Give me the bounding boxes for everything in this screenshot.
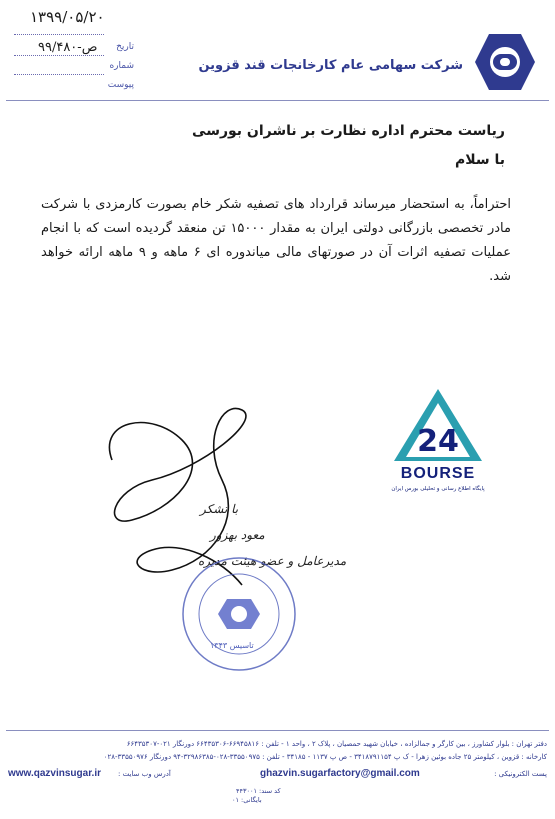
number-line xyxy=(14,55,104,56)
date-label: تاریخ xyxy=(116,42,134,52)
signer-name: معود بهزور xyxy=(210,528,265,542)
letter-number-value: ص-۹۹/۴۸۰ xyxy=(38,40,98,55)
recipient-line: ریاست محترم اداره نظارت بر ناشران بورسی xyxy=(192,123,505,139)
date-line xyxy=(14,34,104,35)
letter-body: احتراماً، به استحضار میرساند قرارداد های تصفیه شکر خام بصورت کارمزدی با شرکت مادر تخصصی بازرگانی دولتی ایران به مقدار ۱۵۰۰۰ تن منعقد گردیده است که با انجام عملیات تصفیه اثرات آن در صورتهای مالی میاندوره ای ۶ ماهه و ۹ ماهه ارائه خواهد شد. xyxy=(41,197,511,284)
number-label: شماره xyxy=(109,61,134,71)
svg-text:24: 24 xyxy=(417,424,459,459)
footer-divider xyxy=(6,730,549,731)
tehran-office-address: دفتر تهران : بلوار کشاورز ، بین کارگر و جمالزاده ، خیابان شهید حمصیان ، پلاک ۲ ، واحد ۱ - تلفن : ۶۶۹۴۵۸۱۶-۶۶۴۳۵۳۰۶ دورنگار ۰۲۱-۶۶۴۳۵۳۰۷ xyxy=(126,740,547,748)
bourse-subtitle: پایگاه اطلاع رسانی و تحلیلی بورس ایران xyxy=(391,486,485,492)
letter-meta-labels xyxy=(104,38,134,95)
greeting: با سلام xyxy=(454,152,505,168)
website-label: آدرس وب سایت : xyxy=(118,770,171,778)
header-divider xyxy=(6,100,549,101)
website-link[interactable]: www.qazvinsugar.ir xyxy=(8,768,101,779)
archive-number: بایگانی: ۰۱ xyxy=(232,796,262,804)
bourse-stamp xyxy=(378,385,498,505)
bourse-word: BOURSE xyxy=(400,465,476,482)
email-link[interactable]: ghazvin.sugarfactory@gmail.com xyxy=(260,768,420,779)
hexagon-logo-icon xyxy=(473,32,537,96)
email-label: پست الکترونیکی : xyxy=(494,770,547,778)
attachment-line xyxy=(14,74,104,75)
company-seal xyxy=(180,555,298,677)
attachment-label: پیوست xyxy=(107,80,134,90)
date-value: ۱۳۹۹/۰۵/۲۰ xyxy=(30,8,105,26)
seal-year: تاسیس ۱۳۴۳ xyxy=(210,641,254,650)
company-name: شرکت سهامی عام کارخانجات قند قزوین xyxy=(198,58,463,73)
document-code: کد سند: ۴۴۳۰۰۱ xyxy=(236,787,281,795)
24-bourse-logo-icon xyxy=(378,385,498,465)
factory-address: کارخانه : قزوین ، کیلومتر ۲۵ جاده بوئین زهرا - ک پ ۳۴۱۸۷۹۱۱۵۴ - ص پ ۱۱۳۷ - ۳۴۱۸۵ - تلفن : ۳۳۵۵۰۹۷۵-۰۲۸-۳۲۹۸۶۳۸۵-۹۴ دورنگار ۳۳۵۵۰۹۷۶-۰۲۸ xyxy=(103,753,547,761)
signer-title: مدیرعامل و عضو هیئت مدیره xyxy=(198,554,347,568)
closing-text: با تشکر xyxy=(200,502,239,516)
